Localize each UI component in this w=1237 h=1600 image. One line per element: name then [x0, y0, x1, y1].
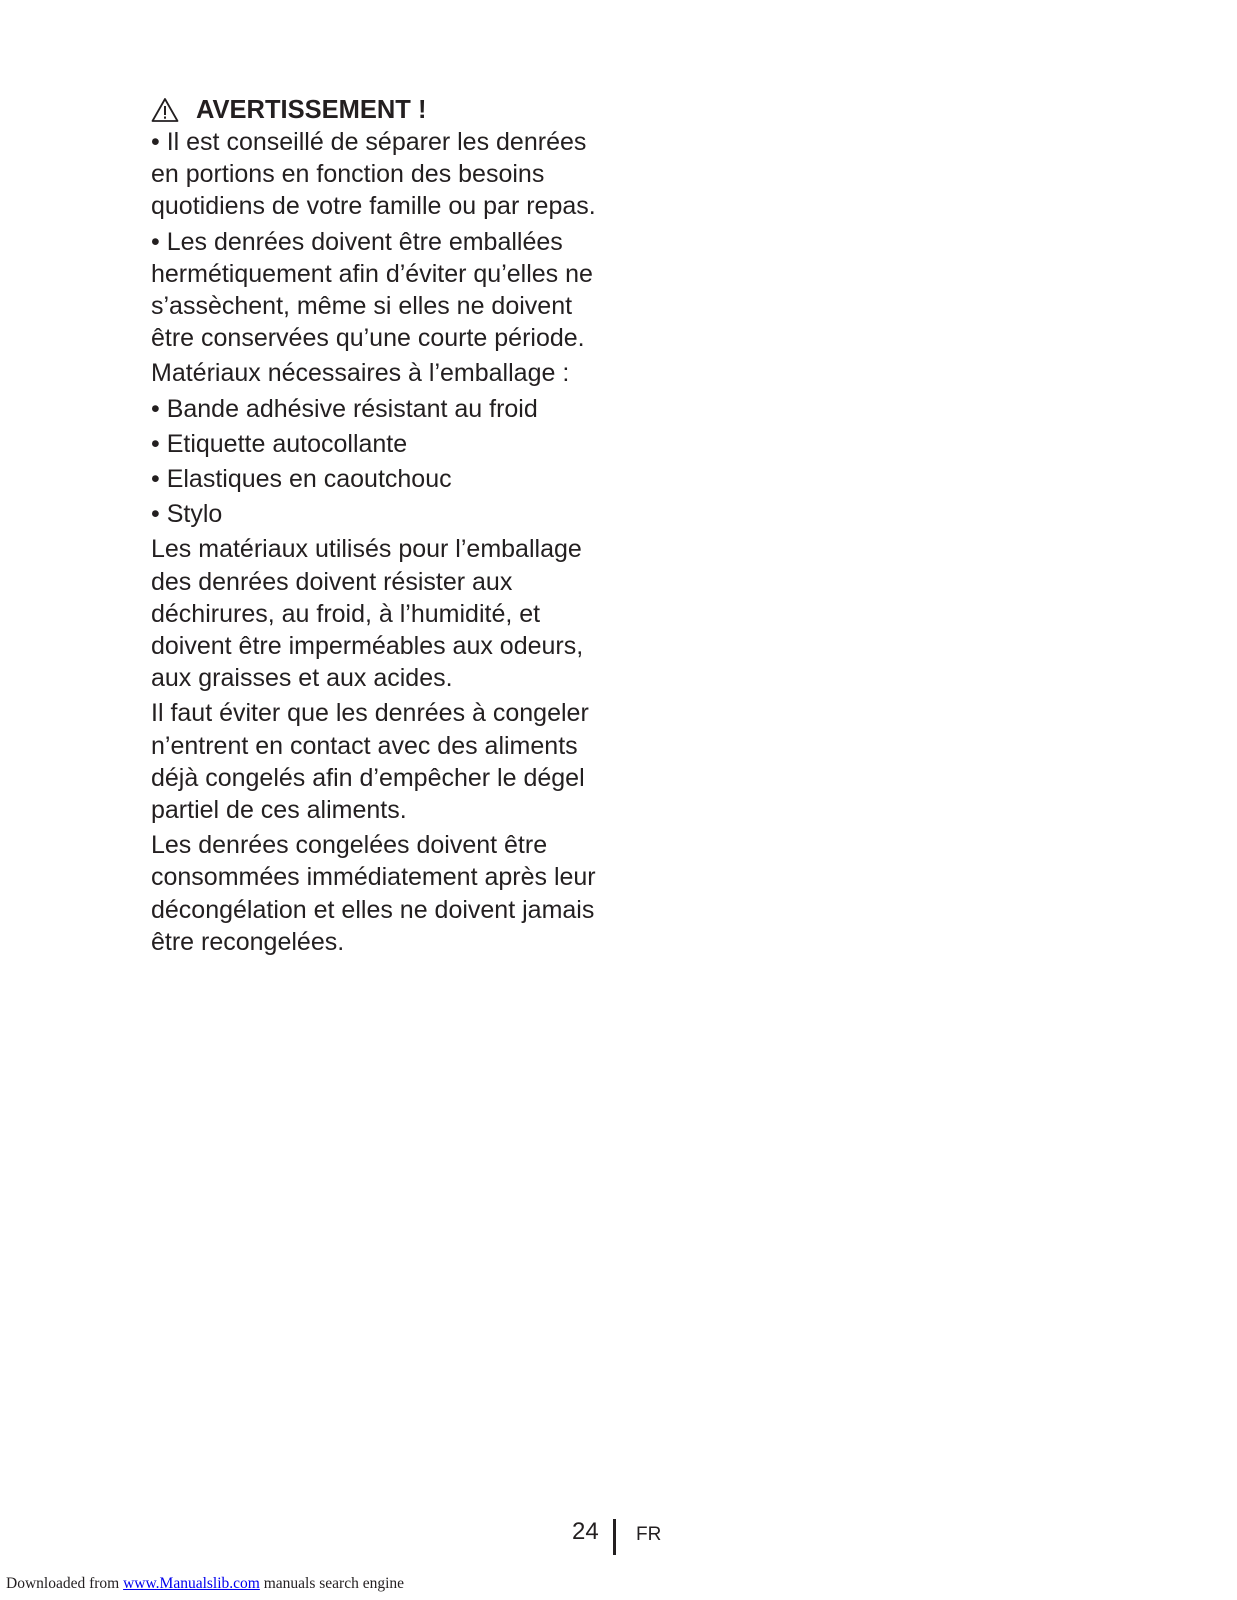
main-column [151, 94, 611, 961]
page-number: 24 [572, 1518, 599, 1545]
warning-triangle-icon [151, 97, 179, 123]
manualslib-link[interactable]: www.Manualslib.com [123, 1575, 260, 1592]
download-note [6, 1574, 404, 1594]
bullet-packaging: • Les denrées doivent être emballées hermétiquement afin d’éviter qu’elles ne s’assèchent, même si elles ne doivent être conservées qu’une courte période. [151, 227, 593, 353]
bullet-portions: • Il est conseillé de séparer les denrées en portions en fonction des besoins quotidiens de votre famille ou par repas. [151, 128, 596, 221]
warning-title: AVERTISSEMENT ! [196, 96, 427, 124]
download-note-prefix: Downloaded from [6, 1575, 124, 1592]
list-item: • Bande adhésive résistant au froid [151, 394, 538, 423]
warning-heading [151, 94, 611, 126]
footer-divider [613, 1519, 616, 1555]
language-code: FR [636, 1524, 662, 1545]
paragraph-contact: Il faut éviter que les denrées à congeler n’entrent en contact avec des aliments déjà congelés afin d’empêcher le dégel partiel de ces aliments. [151, 699, 589, 825]
list-item: • Elastiques en caoutchouc [151, 465, 452, 494]
materials-intro: Matériaux nécessaires à l’emballage : [151, 359, 570, 388]
download-note-suffix: manuals search engine [259, 1575, 405, 1592]
materials-list [151, 393, 611, 531]
paragraph-materials: Les matériaux utilisés pour l’emballage des denrées doivent résister aux déchirures, au froid, à l’humidité, et doivent être imperméables aux odeurs, aux graisses et aux acides. [151, 535, 584, 693]
list-item: • Stylo [151, 500, 223, 529]
list-item: • Etiquette autocollante [151, 429, 408, 458]
paragraph-refreeze: Les denrées congelées doivent être consommées immédiatement après leur décongélation et elles ne doivent jamais être recongelées. [151, 831, 596, 956]
